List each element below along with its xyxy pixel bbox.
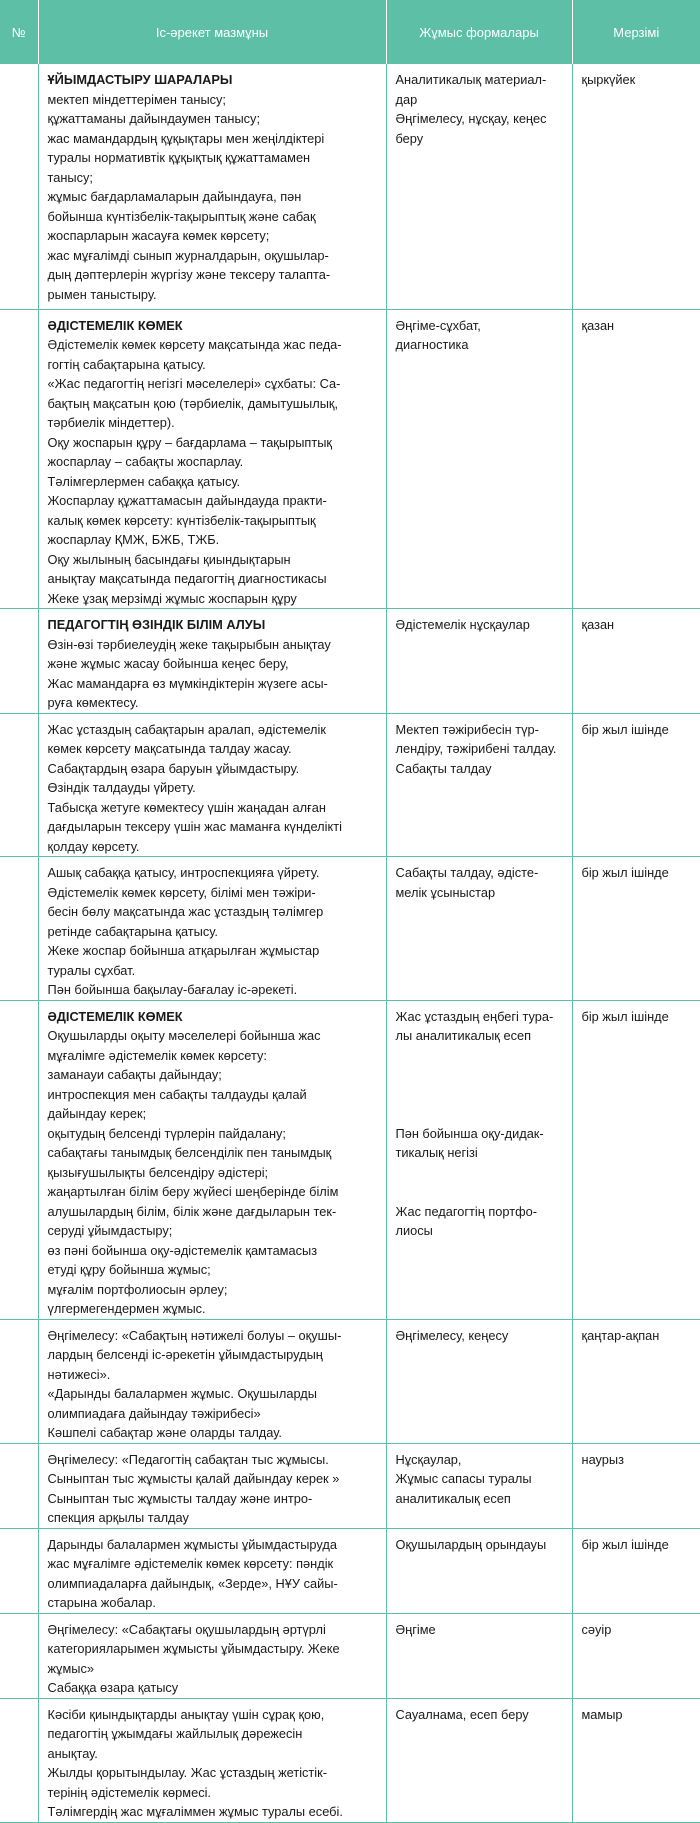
deadline-cell: қазан — [572, 309, 700, 609]
content-line: олимпиадаға дайындау тәжірибесі» — [47, 1405, 261, 1421]
content-line: мұғалім портфолиосын әрлеу; — [47, 1281, 228, 1297]
content-line: мектеп міндеттерімен танысу; — [47, 91, 226, 107]
table-row — [0, 1528, 700, 1613]
work-form-line: Әңгімелесу, нұсқау, кеңес — [395, 111, 547, 126]
work-form-line: Әдістемелік нұсқаулар — [395, 617, 530, 632]
work-forms-cell — [386, 609, 572, 714]
header-activity-content: Іс-әрекет мазмұны — [38, 0, 386, 64]
content-line: Сыныптан тыс жұмысты талдау және интро- — [47, 1490, 313, 1506]
content-line: Жас ұстаздың сабақтарын аралап, әдістемелік — [47, 721, 326, 737]
work-form-line: лы аналитикалық есеп — [395, 1028, 532, 1043]
row-number-cell — [0, 1000, 38, 1319]
content-line: Оқу жылының басындағы қиындықтарын — [47, 551, 291, 567]
spacer — [396, 1163, 565, 1202]
section-heading: ҰЙЫМДАСТЫРУ ШАРАЛАРЫ — [47, 72, 233, 87]
table-row — [0, 1613, 700, 1698]
activity-content-cell — [38, 1443, 386, 1528]
content-line: категорияларымен жұмысты ұйымдастыру. Жеке — [47, 1641, 340, 1656]
content-line: жас мұғалімге әдістемелік көмек көрсету: пәндік — [47, 1556, 334, 1571]
activity-content-cell — [38, 609, 386, 714]
content-line: Кәсіби қиындықтарды анықтау үшін сұрақ қою, — [47, 1706, 325, 1722]
work-form-line: дар — [395, 91, 418, 107]
table-row — [0, 857, 700, 1001]
table-row — [0, 1319, 700, 1443]
content-line: спекция арқылы талдау — [47, 1510, 189, 1525]
content-line: старына жобалар. — [47, 1595, 156, 1610]
content-line: туралы сұхбат. — [47, 962, 136, 978]
content-line: дың дәптерлерін жүргізу және тексеру талапта- — [47, 267, 331, 282]
content-line: өз пәні бойынша оқу-әдістемелік қамтамасыз — [47, 1242, 318, 1258]
deadline-cell: бір жыл ішінде — [572, 857, 700, 1001]
activity-content-cell — [38, 713, 386, 857]
work-forms-cell — [386, 1319, 572, 1443]
deadline-cell: сәуір — [572, 1613, 700, 1698]
content-line: Әдістемелік көмек көрсету мақсатында жас педа- — [47, 337, 342, 352]
row-number-cell — [0, 1443, 38, 1528]
content-line: заманауи сабақты дайындау; — [47, 1067, 222, 1082]
content-line: ретінде сабақтарына қатысу. — [47, 923, 218, 939]
deadline-cell: бір жыл ішінде — [572, 1528, 700, 1613]
content-line: жас мұғалімді сынып журналдарын, оқушылар- — [47, 247, 329, 263]
content-line: Сабақтардың өзара баруын ұйымдастыру. — [47, 760, 300, 776]
activity-content-cell — [38, 857, 386, 1001]
row-number-cell — [0, 1613, 38, 1698]
content-line: құжаттаманы дайындаумен танысу; — [47, 111, 261, 126]
work-form-line: беру — [395, 130, 424, 146]
work-form-line: Пән бойынша оқу-дидак- — [395, 1125, 544, 1141]
work-forms-cell — [386, 64, 572, 309]
work-form-line: диагностика — [395, 337, 469, 352]
work-forms-cell — [386, 309, 572, 609]
work-form-line: тикалық негізі — [395, 1145, 478, 1160]
content-line: Сабаққа өзара қатысу — [47, 1680, 179, 1695]
row-number-cell — [0, 713, 38, 857]
work-forms-cell — [386, 1698, 572, 1822]
spacer — [396, 1046, 565, 1085]
content-line: дағдыларын тексеру үшін жас маманға күнделікті — [47, 819, 342, 834]
content-line: Әңгімелесу: «Сабақтағы оқушылардың әртүрлі — [47, 1621, 326, 1637]
content-line: Өзін-өзі тәрбиелеудің жеке тақырыбын анықтау — [47, 636, 331, 652]
content-line: Ашық сабаққа қатысу, интроспекцияға үйрету. — [47, 865, 320, 880]
table-header-row — [0, 0, 700, 64]
content-line: интроспекция мен сабақты талдауды қалай — [47, 1086, 307, 1102]
work-form-line: Нұсқаулар, — [395, 1451, 462, 1467]
content-line: рымен таныстыру. — [47, 286, 157, 302]
activity-content-cell — [38, 309, 386, 609]
content-line: сабақтағы танымдық белсенділік пен танымдық — [47, 1145, 332, 1160]
work-form-line: Аналитикалық материал- — [395, 72, 547, 87]
content-line: оқытудың белсенді түрлерін пайдалану; — [47, 1125, 286, 1141]
content-line: гогтің сабақтарына қатысу. — [47, 356, 206, 372]
deadline-cell: мамыр — [572, 1698, 700, 1822]
content-line: анықтау. — [47, 1745, 98, 1761]
content-line: мұғалімге әдістемелік көмек көрсету: — [47, 1047, 267, 1063]
content-line: «Жас педагогтің негізгі мәселелері» сұхбаты: Са- — [47, 376, 341, 391]
work-form-line: лиосы — [395, 1223, 433, 1238]
content-line: Табысқа жетуге көмектесу үшін жаңадан алған — [47, 799, 326, 815]
content-line: руға көмектесу. — [47, 695, 139, 710]
content-line: Жоспарлау құжаттамасын дайындауда практи- — [47, 493, 327, 508]
header-number: № — [0, 0, 38, 64]
content-line: терінің әдістемелік көрмесі. — [47, 1784, 211, 1800]
work-form-line: Жас педагогтің портфо- — [395, 1203, 538, 1219]
content-line: Жеке жоспар бойынша атқарылған жұмыстар — [47, 943, 320, 958]
content-line: танысу; — [47, 169, 93, 185]
content-line: Кәшпелі сабақтар және оларды талдау. — [47, 1425, 282, 1440]
content-line: жоспарлау ҚМЖ, БЖБ, ТЖБ. — [47, 532, 220, 547]
content-line: Оқу жоспарын құру – бағдарлама – тақырыптық — [47, 434, 333, 450]
content-line: қолдау көрсету. — [47, 838, 140, 854]
work-form-line: Мектеп тәжірибесін түр- — [395, 721, 539, 737]
row-number-cell — [0, 1319, 38, 1443]
work-form-line: лендіру, тәжірибені талдау. — [395, 741, 557, 756]
work-form-line: мелік ұсыныстар — [395, 884, 496, 900]
activity-content-cell — [38, 1000, 386, 1319]
work-forms-cell — [386, 1613, 572, 1698]
deadline-cell: қаңтар-ақпан — [572, 1319, 700, 1443]
work-form-line: Жұмыс сапасы туралы — [395, 1471, 532, 1486]
content-line: Жылды қорытындылау. Жас ұстаздың жетістік- — [47, 1765, 328, 1780]
content-line: «Дарынды балалармен жұмыс. Оқушыларды — [47, 1386, 317, 1401]
work-form-line: аналитикалық есеп — [395, 1490, 511, 1506]
section-heading: ӘДІСТЕМЕЛІК КӨМЕК — [47, 1008, 183, 1024]
header-work-forms: Жұмыс формалары — [386, 0, 572, 64]
row-number-cell — [0, 309, 38, 609]
spacer — [396, 1085, 565, 1124]
content-line: Дарынды балалармен жұмысты ұйымдастыруда — [47, 1536, 337, 1552]
content-line: бақтың мақсатын қою (тәрбиелік, дамытушылық, — [47, 395, 339, 411]
work-forms-cell — [386, 1000, 572, 1319]
row-number-cell — [0, 857, 38, 1001]
content-line: жаңартылған білім беру жүйесі шеңберінде білім — [47, 1184, 339, 1199]
work-forms-cell — [386, 713, 572, 857]
table-row — [0, 1443, 700, 1528]
deadline-cell: бір жыл ішінде — [572, 713, 700, 857]
content-line: Тәлімгерлермен сабаққа қатысу. — [47, 473, 241, 489]
row-number-cell — [0, 64, 38, 309]
row-number-cell — [0, 1528, 38, 1613]
content-line: калық көмек көрсету: күнтізбелік-тақырыптық — [47, 512, 316, 528]
content-line: Әдістемелік көмек көрсету, білімі мен тәжіри- — [47, 884, 316, 900]
section-heading: ӘДІСТЕМЕЛІК КӨМЕК — [47, 317, 183, 333]
content-line: алушылардың білім, білік және дағдыларын тек- — [47, 1203, 337, 1219]
activity-content-cell — [38, 1528, 386, 1613]
content-line: Әңгімелесу: «Педагогтің сабақтан тыс жұмысы. — [47, 1451, 329, 1467]
table-row — [0, 713, 700, 857]
activity-content-cell — [38, 1698, 386, 1822]
content-line: жоспарлау – сабақты жоспарлау. — [47, 454, 244, 469]
content-line: көмек көрсету мақсатында талдау жасау. — [47, 741, 292, 756]
work-form-line: Сабақты талдау, әдісте- — [395, 865, 539, 880]
table-row — [0, 64, 700, 309]
content-line: қызығушылықты белсендіру әдістері; — [47, 1164, 269, 1180]
content-line: Әңгімелесу: «Сабақтың нәтижелі болуы – оқушы- — [47, 1327, 342, 1343]
table-body — [0, 64, 700, 1822]
deadline-cell: наурыз — [572, 1443, 700, 1528]
content-line: үлгермегендермен жұмыс. — [47, 1301, 206, 1316]
content-line: Сыныптан тыс жұмысты қалай дайындау керек » — [47, 1471, 340, 1486]
activity-content-cell — [38, 64, 386, 309]
content-line: Оқушыларды оқыту мәселелері бойынша жас — [47, 1028, 321, 1043]
work-form-line: Әңгіме — [395, 1621, 436, 1637]
content-line: Өзіндік талдауды үйрету. — [47, 780, 196, 795]
content-line: жұмыс бағдарламаларын дайындауға, пән — [47, 189, 302, 204]
content-line: туралы нормативтік құқықтық құжаттамамен — [47, 150, 311, 165]
content-line: анықтау мақсатында педагогтің диагностикасы — [47, 571, 327, 586]
work-forms-cell — [386, 1528, 572, 1613]
header-deadline: Мерзімі — [613, 24, 660, 40]
activity-content-cell — [38, 1613, 386, 1698]
deadline-cell: бір жыл ішінде — [572, 1000, 700, 1319]
table-row — [0, 609, 700, 714]
section-heading: ПЕДАГОГТІҢ ӨЗІНДІК БІЛІМ АЛУЫ — [47, 617, 266, 632]
content-line: және жұмыс жасау бойынша кеңес беру, — [47, 656, 289, 671]
table-row — [0, 309, 700, 609]
content-line: олимпиадаларға дайындық, «Зерде», НҰУ сайы- — [47, 1575, 338, 1591]
work-forms-cell — [386, 857, 572, 1001]
work-forms-cell — [386, 1443, 572, 1528]
table-row — [0, 1698, 700, 1822]
content-line: Жас мамандарға өз мүмкіндіктерін жүзеге асы- — [47, 675, 328, 691]
content-line: жас мамандардың құқықтары мен жеңілдіктері — [47, 130, 325, 146]
content-line: бесін бөлу мақсатында жас ұстаздың тәлімгер — [47, 904, 324, 919]
content-line: лардың белсенді іс-әрекетін ұйымдастырудың — [47, 1347, 323, 1362]
work-form-line: Оқушылардың орындауы — [395, 1536, 547, 1552]
activity-content-cell — [38, 1319, 386, 1443]
content-line: жоспарларын жасауға көмек көрсету; — [47, 228, 270, 243]
content-line: педагогтің ұжымдағы жайлылық дәрежесін — [47, 1726, 303, 1741]
content-line: серуді ұйымдастыру; — [47, 1223, 173, 1238]
work-form-line: Жас ұстаздың еңбегі тура- — [395, 1008, 554, 1024]
row-number-cell — [0, 609, 38, 714]
row-number-cell — [0, 1698, 38, 1822]
work-form-line: Сауалнама, есеп беру — [395, 1706, 529, 1722]
content-line: бойынша күнтізбелік-тақырыптық және сабақ — [47, 208, 316, 224]
content-line: Тәлімгердің жас мұғаліммен жұмыс туралы есебі. — [47, 1804, 343, 1819]
content-line: тәрбиелік міндеттер). — [47, 415, 175, 430]
work-form-line: Әңгіме-сұхбат, — [395, 317, 481, 333]
content-line: Жеке ұзақ мерзімді жұмыс жоспарын құру — [47, 590, 297, 606]
content-line: Пән бойынша бақылау-бағалау іс-әрекеті. — [47, 982, 298, 997]
table-row — [0, 1000, 700, 1319]
content-line: нәтижесі». — [47, 1366, 111, 1382]
work-form-line: Әңгімелесу, кеңесу — [395, 1327, 509, 1343]
content-line: етуді құру бойынша жұмыс; — [47, 1262, 211, 1277]
content-line: дайындау керек; — [47, 1106, 147, 1121]
work-form-line: Сабақты талдау — [395, 760, 492, 776]
deadline-cell: қыркүйек — [572, 64, 700, 309]
content-line: жұмыс» — [47, 1660, 94, 1676]
deadline-cell: қазан — [572, 609, 700, 714]
